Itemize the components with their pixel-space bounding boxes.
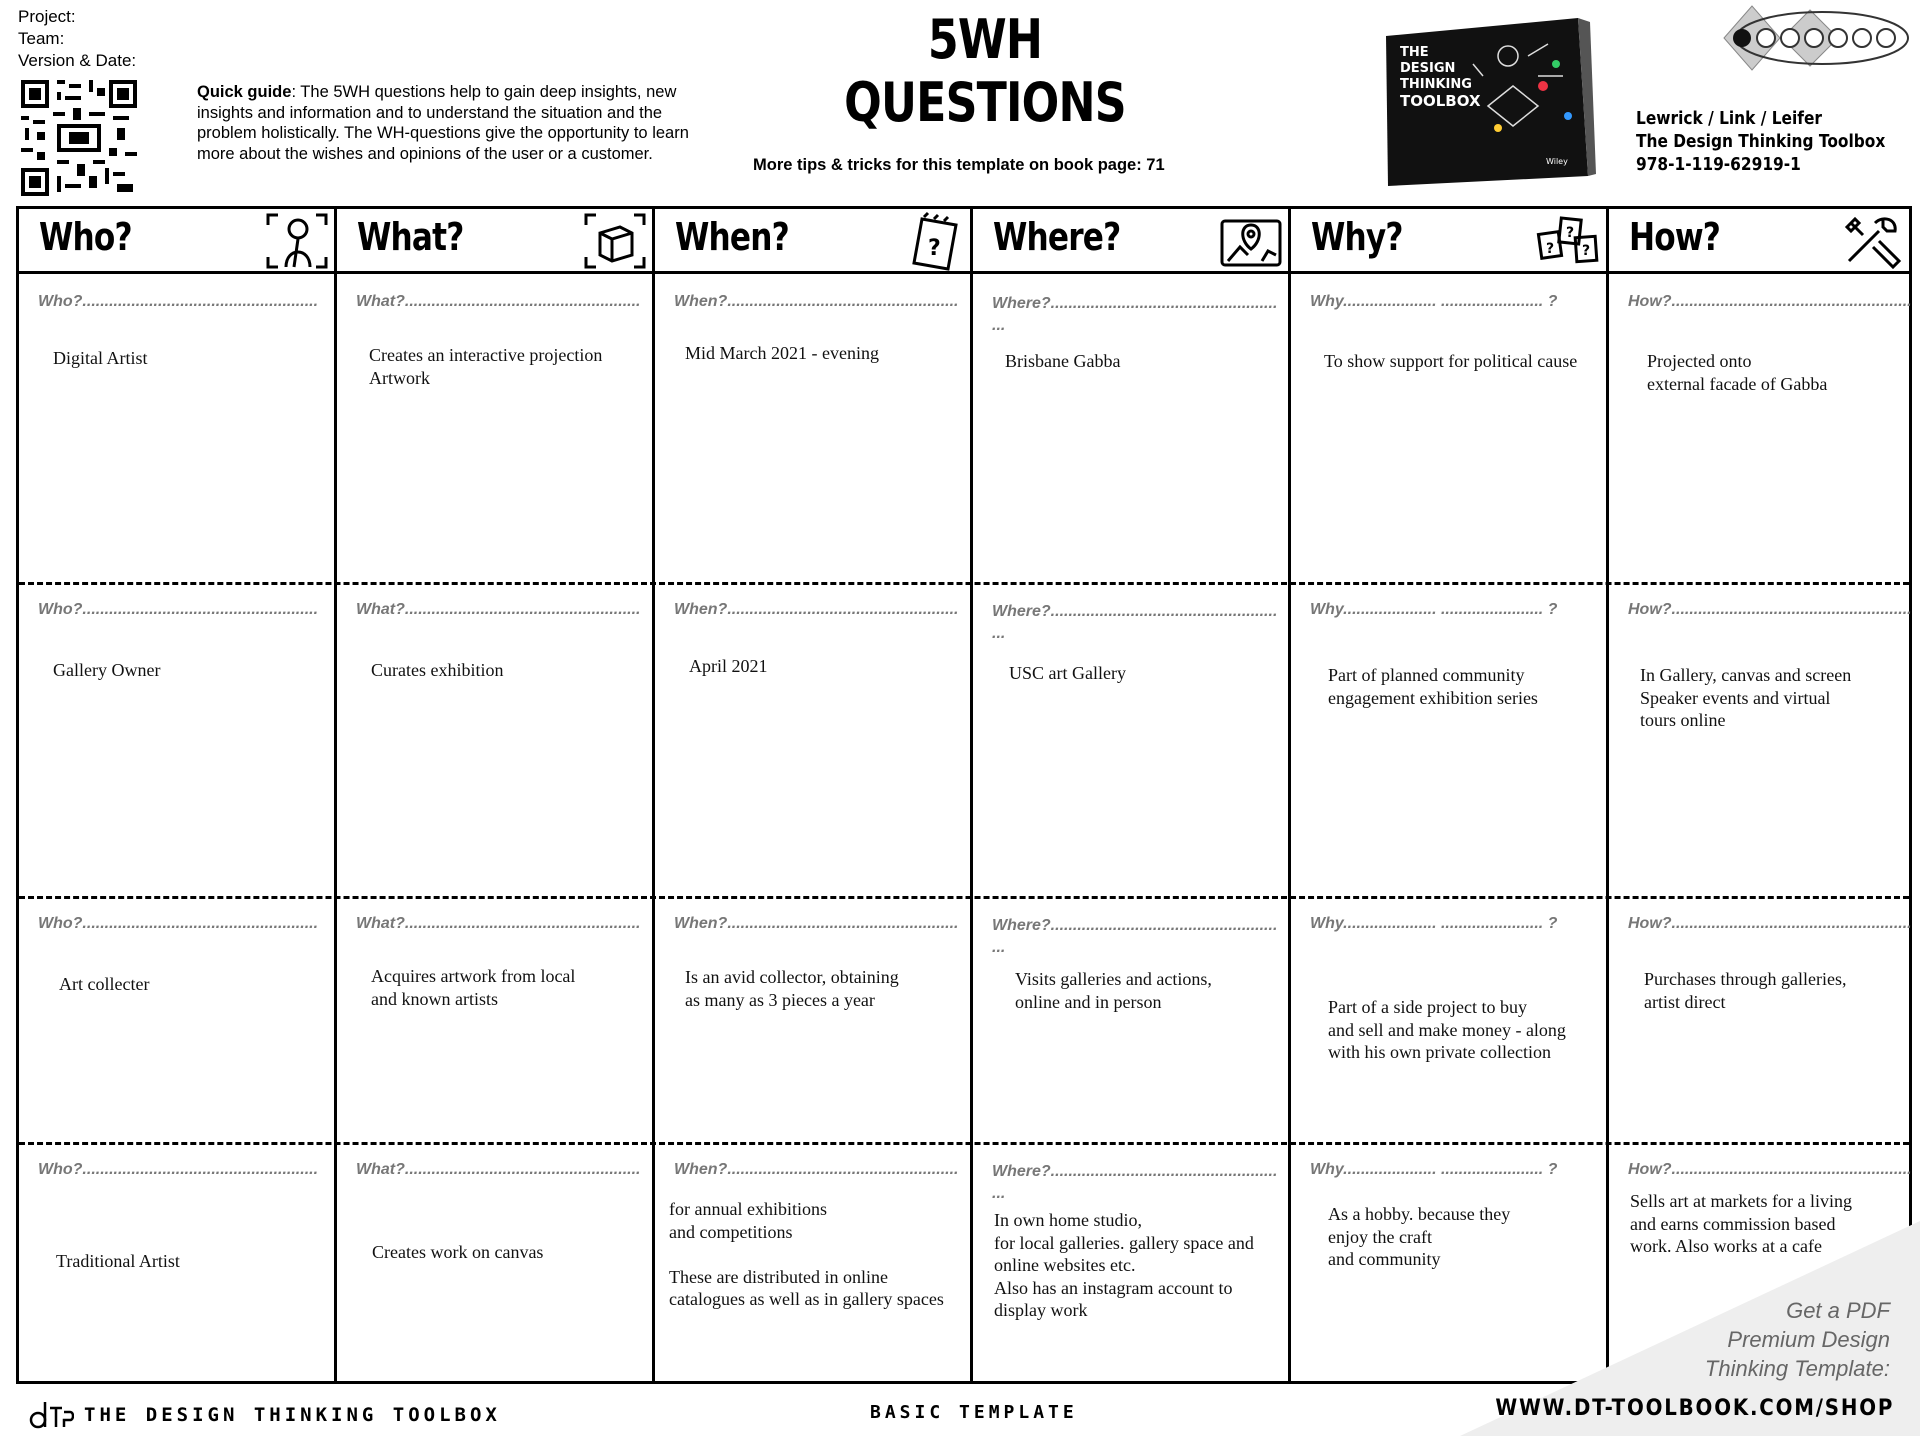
column-header-label: What? (357, 215, 464, 259)
column-header-what (337, 209, 652, 271)
column-header-how (1609, 209, 1909, 271)
dtp-logo-icon (28, 1398, 74, 1432)
book-authors (1636, 108, 1885, 177)
project-meta (18, 6, 136, 72)
answer-cell[interactable] (337, 277, 652, 582)
cell-prompt: When?.................................................... (674, 1161, 959, 1178)
column-header-who (19, 209, 334, 271)
cell-answer: April 2021 (689, 656, 768, 676)
column-header-where (973, 209, 1288, 271)
cell-answer: Brisbane Gabba (1005, 351, 1121, 371)
cell-answer: Traditional Artist (56, 1251, 180, 1271)
tools-icon (1839, 211, 1905, 271)
cell-prompt: How?...................................................... (1628, 293, 1912, 310)
answer-cell[interactable] (973, 1145, 1288, 1381)
svg-text:?: ? (1546, 241, 1555, 257)
cell-answer: In own home studio, for local galleries. gallery space and online websites etc. Also has an instagram account to display work (994, 1210, 1254, 1320)
book-title-line-2: DESIGN (1400, 61, 1456, 76)
cell-prompt: When?.................................................... (674, 293, 959, 310)
column-header-label: Why? (1311, 215, 1403, 259)
team-label: Team: (18, 29, 65, 48)
tips-text: More tips & tricks for this template on book page: 71 (753, 156, 1165, 174)
cell-answer: Curates exhibition (371, 660, 504, 680)
cell-answer: In Gallery, canvas and screen Speaker events and virtual tours online (1640, 665, 1852, 730)
quick-guide (197, 82, 692, 164)
cell-prompt: Where?................................................... ... (992, 1163, 1278, 1202)
isbn: 978-1-119-62919-1 (1636, 155, 1801, 175)
answer-cell[interactable] (19, 585, 334, 896)
answer-cell[interactable] (1291, 585, 1606, 896)
book-title-line-3: THINKING (1400, 77, 1472, 92)
answer-cell[interactable] (1609, 585, 1912, 896)
promo-line-2: Premium Design (1727, 1327, 1890, 1352)
cell-prompt: Who?..................................................... (38, 293, 319, 310)
shop-link[interactable]: WWW.DT-TOOLBOOK.COM/SHOP (1495, 1396, 1894, 1421)
answer-cell[interactable] (655, 585, 970, 896)
book-cover-image (1378, 16, 1596, 186)
cell-prompt: Why..................... ....................... ? (1310, 915, 1558, 932)
footer-brand-text: THE DESIGN THINKING TOOLBOX (84, 1404, 501, 1426)
calendar-icon (900, 211, 966, 271)
cell-answer: To show support for political cause (1324, 351, 1578, 371)
cell-prompt: How?...................................................... (1628, 601, 1912, 618)
cell-answer: Digital Artist (53, 348, 148, 368)
cell-prompt: How?...................................................... (1628, 915, 1912, 932)
answer-cell[interactable] (655, 277, 970, 582)
cell-prompt: What?..................................................... (356, 293, 641, 310)
cell-answer: Art collecter (59, 974, 150, 994)
quick-guide-text: : The 5WH questions help to gain deep insights, new insights and information and to understand the situation and the problem holistically. The WH-questions give the opportunity to learn more about the wishes and opinions of the user or a customer. (197, 83, 689, 163)
answer-cell[interactable] (19, 1145, 334, 1381)
cell-prompt: Who?..................................................... (38, 601, 319, 618)
qr-code-icon (21, 80, 137, 196)
column-header-label: Where? (993, 215, 1121, 259)
cell-answer: Purchases through galleries, artist direct (1644, 969, 1847, 1012)
question-grid (16, 206, 1912, 1384)
authors-line-2: The Design Thinking Toolbox (1636, 132, 1886, 152)
cell-answer: Acquires artwork from local and known artists (371, 966, 576, 1009)
cell-prompt: Where?................................................... ... (992, 603, 1278, 642)
quick-guide-label: Quick guide (197, 83, 292, 101)
column-header-label: How? (1629, 215, 1721, 259)
cell-prompt: Why..................... ....................... ? (1310, 293, 1558, 310)
book-publisher: Wiley (1546, 157, 1568, 166)
svg-text:?: ? (928, 236, 941, 261)
book-title-line-1: THE (1400, 45, 1429, 60)
project-label: Project: (18, 7, 76, 26)
header-row (19, 209, 1909, 274)
cell-answer: for annual exhibitions and competitions These are distributed in online catalogues as well as in gallery spaces (669, 1199, 944, 1309)
cell-prompt: Why..................... ....................... ? (1310, 1161, 1558, 1178)
cell-prompt: When?.................................................... (674, 601, 959, 618)
svg-text:?: ? (1582, 243, 1591, 259)
premium-template-promo[interactable] (1705, 1296, 1890, 1383)
answer-cell[interactable] (19, 277, 334, 582)
promo-line-1: Get a PDF (1786, 1298, 1890, 1323)
cell-answer: USC art Gallery (1009, 663, 1126, 683)
book-title-line-4: TOOLBOX (1400, 92, 1481, 110)
cell-answer: Sells art at markets for a living and earns commission based work. Also works at a cafe (1630, 1191, 1852, 1256)
answer-cell[interactable] (1609, 899, 1912, 1142)
cell-answer: As a hobby. because they enjoy the craft and community (1328, 1204, 1511, 1269)
column-header-label: Who? (39, 215, 132, 259)
cell-prompt: Why..................... ....................... ? (1310, 601, 1558, 618)
page-title: 5WH QUESTIONS (844, 8, 1126, 134)
answer-cell[interactable] (337, 1145, 652, 1381)
answer-cell[interactable] (337, 899, 652, 1142)
column-header-why (1291, 209, 1606, 271)
cell-prompt: Where?................................................... ... (992, 917, 1278, 956)
version-date-label: Version & Date: (18, 51, 137, 70)
footer-template-label: BASIC TEMPLATE (870, 1402, 1078, 1423)
cell-prompt: What?..................................................... (356, 601, 641, 618)
answer-cell[interactable] (1291, 277, 1606, 582)
authors-line-1: Lewrick / Link / Leifer (1636, 109, 1822, 129)
cell-prompt: Who?..................................................... (38, 1161, 319, 1178)
column-header-when (655, 209, 970, 271)
cell-answer: Mid March 2021 - evening (685, 343, 879, 363)
cell-answer: Projected onto external facade of Gabba (1647, 351, 1828, 394)
dtp-logo-icon (1722, 4, 1912, 72)
map-pin-icon (1218, 211, 1284, 271)
cell-prompt: What?..................................................... (356, 915, 641, 932)
footer-brand (28, 1398, 501, 1432)
answer-cell[interactable] (337, 585, 652, 896)
answer-cell[interactable] (973, 899, 1288, 1142)
promo-line-3: Thinking Template: (1704, 1356, 1890, 1381)
box-icon (582, 211, 648, 271)
answer-cell[interactable] (655, 899, 970, 1142)
cell-answer: Creates work on canvas (372, 1242, 544, 1262)
cell-answer: Is an avid collector, obtaining as many as 3 pieces a year (685, 967, 899, 1010)
answer-cell[interactable] (1609, 277, 1912, 582)
answer-cell[interactable] (19, 899, 334, 1142)
cell-prompt: When?.................................................... (674, 915, 959, 932)
answer-cell[interactable] (655, 1145, 970, 1381)
person-icon (264, 211, 330, 271)
cell-prompt: Who?..................................................... (38, 915, 319, 932)
cell-answer: Part of planned community engagement exhibition series (1328, 665, 1538, 708)
cell-prompt: How?...................................................... (1628, 1161, 1912, 1178)
cell-answer: Visits galleries and actions, online and in person (1015, 969, 1212, 1012)
answer-cell[interactable] (973, 585, 1288, 896)
cell-answer: Creates an interactive projection Artwork (369, 345, 603, 388)
cell-prompt: Where?................................................... ... (992, 295, 1278, 334)
svg-text:?: ? (1566, 225, 1575, 241)
answer-cell[interactable] (1291, 899, 1606, 1142)
column-header-label: When? (675, 215, 789, 259)
cell-prompt: What?..................................................... (356, 1161, 641, 1178)
cell-answer: Part of a side project to buy and sell and make money - along with his own private collection (1328, 997, 1566, 1062)
question-notes-icon (1536, 211, 1602, 271)
cell-answer: Gallery Owner (53, 660, 161, 680)
answer-cell[interactable] (973, 277, 1288, 582)
